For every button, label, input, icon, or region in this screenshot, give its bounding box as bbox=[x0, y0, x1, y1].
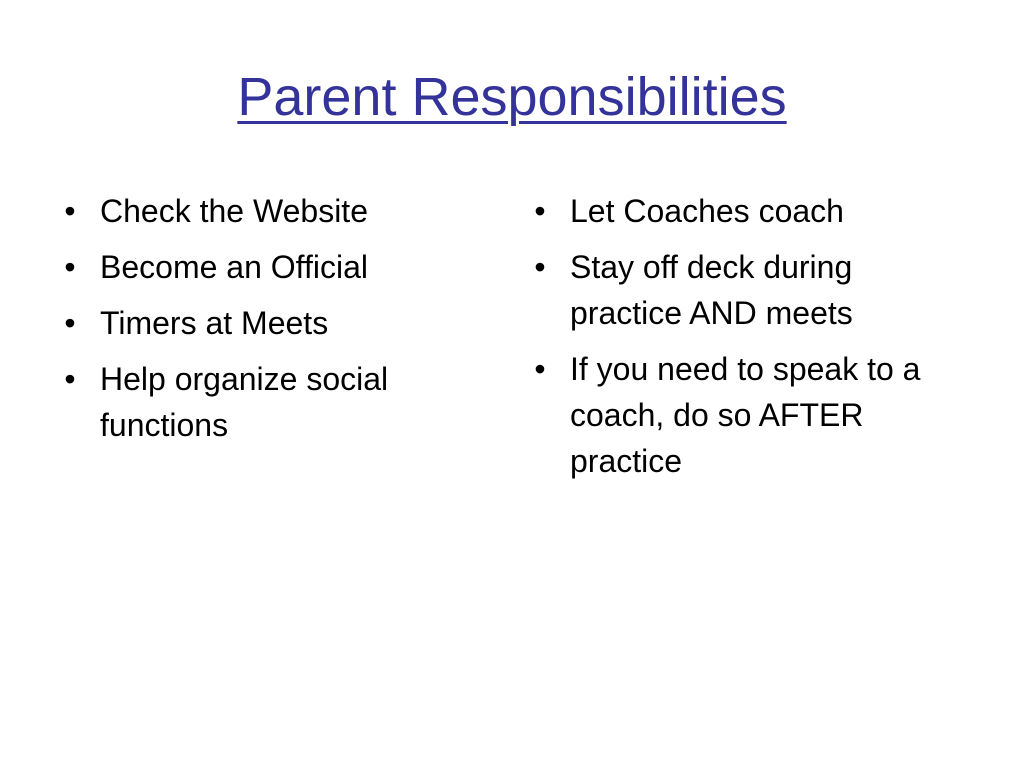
bullet-item bbox=[528, 346, 948, 484]
right-bullet-list bbox=[528, 188, 948, 494]
bullet-icon: • bbox=[64, 249, 76, 285]
bullet-text: If you need to speak to a coach, do so AFTER practice bbox=[570, 351, 921, 479]
bullet-text: Check the Website bbox=[100, 193, 368, 229]
left-bullet-list bbox=[58, 188, 478, 458]
bullet-text: Timers at Meets bbox=[100, 305, 329, 341]
bullet-item bbox=[58, 188, 478, 234]
bullet-text: Become an Official bbox=[100, 249, 368, 285]
bullet-icon: • bbox=[64, 193, 76, 229]
bullet-icon: • bbox=[534, 351, 546, 387]
bullet-text: Let Coaches coach bbox=[570, 193, 844, 229]
bullet-text: Help organize social functions bbox=[100, 361, 389, 443]
bullet-item bbox=[58, 244, 478, 290]
bullet-item bbox=[528, 188, 948, 234]
bullet-item bbox=[58, 356, 478, 448]
bullet-text: Stay off deck during practice AND meets bbox=[570, 249, 853, 331]
slide-title: Parent Responsibilities bbox=[237, 67, 787, 127]
bullet-item bbox=[58, 300, 478, 346]
bullet-item bbox=[528, 244, 948, 336]
bullet-icon: • bbox=[534, 249, 546, 285]
bullet-icon: • bbox=[534, 193, 546, 229]
bullet-icon: • bbox=[64, 361, 76, 397]
bullet-icon: • bbox=[64, 305, 76, 341]
